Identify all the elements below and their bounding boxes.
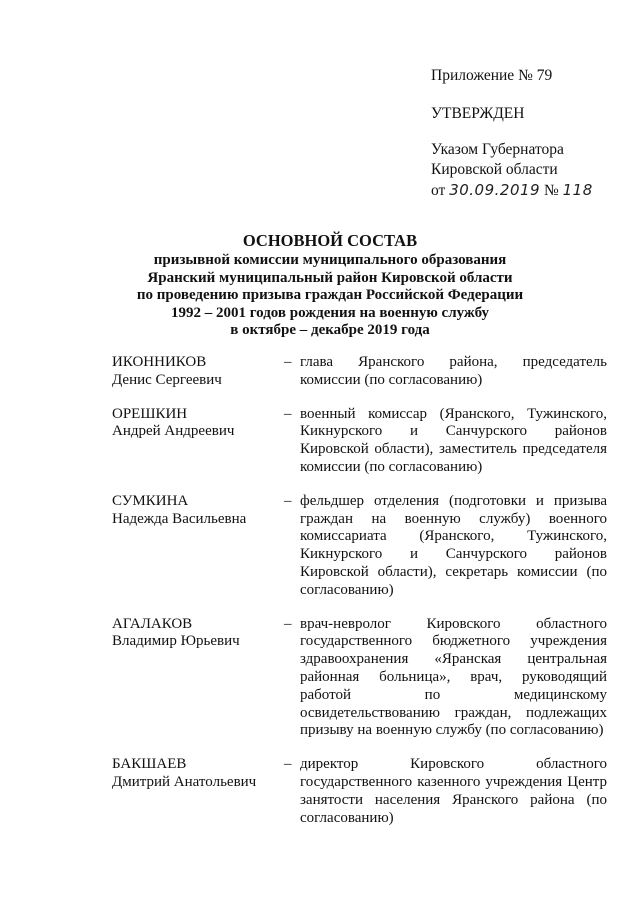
title-line-1: призывной комиссии муниципального образования <box>153 252 507 268</box>
member-entry <box>112 756 607 827</box>
member-role: фельдшер отделения (подготовки и призыва граждан на военную службу) военного комиссариата (Яранского, Тужинского, Кикнурского и Санчурского районов Кировской области), секретарь комиссии (по согласованию) <box>300 492 607 598</box>
member-given-name: Денис Сергеевич <box>112 371 222 388</box>
member-role: глава Яранского района, председатель комиссии (по согласованию) <box>300 354 607 388</box>
member-entry <box>112 616 607 741</box>
approved-label: УТВЕРЖДЕН <box>431 105 525 122</box>
title-line-5: в октябре – декабре 2019 года <box>230 322 430 338</box>
member-name <box>112 616 284 741</box>
member-entry <box>112 406 607 477</box>
member-name <box>112 406 284 477</box>
document-title <box>40 230 620 340</box>
decree-line-2: Кировской области <box>431 161 558 178</box>
member-surname: АГАЛАКОВ <box>112 615 193 632</box>
member-given-name: Надежда Васильевна <box>112 510 247 527</box>
handwritten-number: 118 <box>562 181 593 199</box>
title-line-2: Яранский муниципальный район Кировской области <box>147 269 513 286</box>
member-dash: – <box>284 615 292 632</box>
number-prefix: № <box>543 182 559 199</box>
member-surname: БАКШАЕВ <box>112 756 187 773</box>
title-line-3: по проведению призыва граждан Российской Федерации <box>136 287 524 303</box>
member-entry <box>112 354 607 390</box>
member-name <box>112 756 284 827</box>
member-surname: ИКОННИКОВ <box>112 354 207 370</box>
members-list <box>112 354 607 827</box>
member-given-name: Владимир Юрьевич <box>112 633 240 650</box>
member-entry <box>112 493 607 600</box>
member-dash: – <box>284 405 292 422</box>
member-surname: СУМКИНА <box>112 492 189 509</box>
member-name <box>112 354 284 390</box>
title-line-4: 1992 – 2001 годов рождения на военную службу <box>170 304 490 321</box>
member-given-name: Дмитрий Анатольевич <box>112 773 257 790</box>
handwritten-date: 30.09.2019 <box>449 181 541 199</box>
date-prefix: от <box>431 182 446 199</box>
member-dash: – <box>284 354 292 370</box>
member-surname: ОРЕШКИН <box>112 405 188 422</box>
approval-block <box>431 66 631 201</box>
member-role: военный комиссар (Яранского, Тужинского, Кикнурского и Санчурского районов Кировской области), заместитель председателя комиссии (по согласованию) <box>300 405 607 475</box>
appendix-number: Приложение № 79 <box>431 67 553 84</box>
member-role: врач-невролог Кировского областного государственного бюджетного учреждения здравоохранения «Яранская центральная районная больница», врач, руководящий работой по медицинскому освидетельствованию граждан, подлежащих призыву на военную службу (по согласованию) <box>300 615 607 739</box>
member-given-name: Андрей Андреевич <box>112 423 235 440</box>
member-role: директор Кировского областного государственного казенного учреждения Центр занятости населения Яранского района (по согласованию) <box>300 756 607 826</box>
member-dash: – <box>284 492 292 509</box>
member-dash: – <box>284 756 292 773</box>
member-name <box>112 493 284 600</box>
title-main: ОСНОВНОЙ СОСТАВ <box>242 231 418 250</box>
decree-date-line <box>431 180 631 201</box>
decree-line-1: Указом Губернатора <box>431 141 564 158</box>
